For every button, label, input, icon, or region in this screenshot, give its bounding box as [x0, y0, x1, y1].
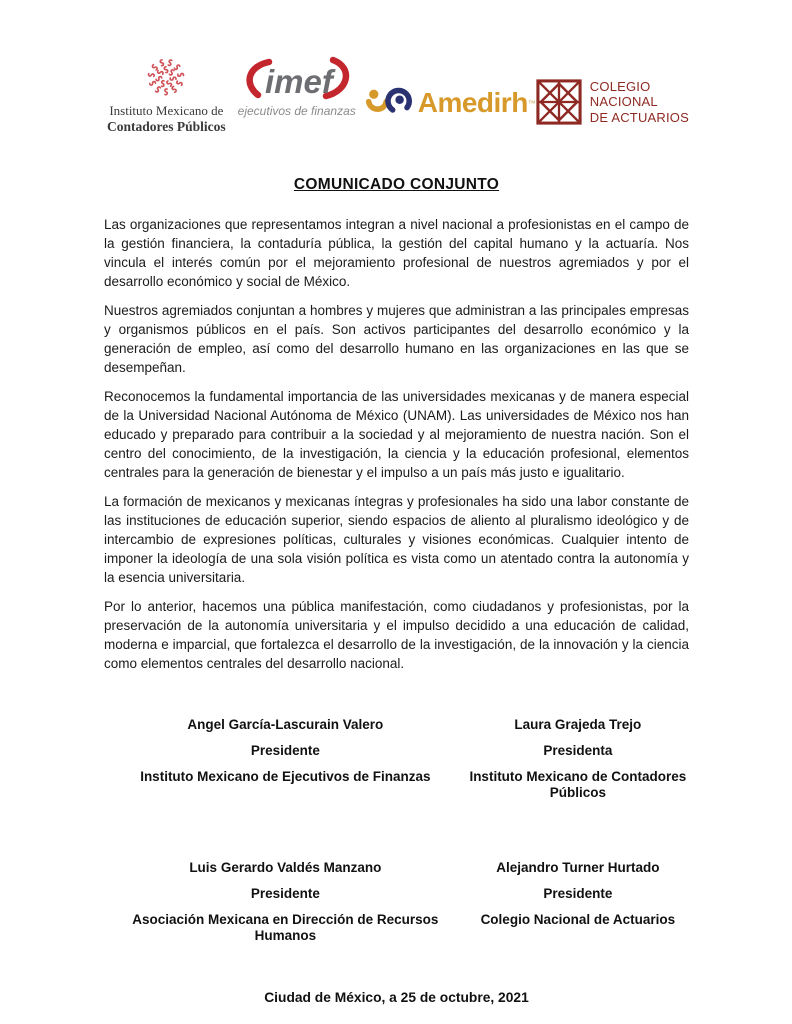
logo-cna [536, 79, 689, 125]
imcp-starburst-icon [144, 55, 188, 99]
imcp-name-line1: Instituto Mexicano de [109, 103, 224, 119]
signature-imef [104, 717, 467, 811]
amedirh-wordmark: Amedirh [417, 87, 528, 118]
paragraph-5: Por lo anterior, hacemos una pública manifestación, como ciudadanos y profesionistas, por la preservación de la autonomía universitaria y el impulso decidido a una educación de calidad, moderna e imparcial, que fortalezca el desarrollo de la investigación, de la innovación y la ciencia como elementos centrales del desarrollo nacional. [104, 599, 689, 671]
signature-imcp [467, 717, 689, 811]
signatory-org: Instituto Mexicano de Ejecutivos de Finanzas [140, 769, 431, 784]
signatory-role: Presidente [543, 886, 613, 901]
signature-amedirh [104, 860, 467, 954]
logo-amedirh [365, 85, 536, 121]
signatory-role: Presidente [250, 743, 320, 758]
signatory-role: Presidenta [543, 743, 613, 758]
amedirh-trademark: ™ [527, 98, 536, 108]
date-line: Ciudad de México, a 25 de octubre, 2021 [264, 990, 529, 1005]
signature-row-1 [104, 717, 689, 811]
amedirh-swirl-icon [365, 85, 413, 121]
signatory-org: Instituto Mexicano de Contadores Públicos [469, 769, 687, 800]
logo-imcp [104, 55, 229, 135]
imef-tagline: ejecutivos de finanzas [237, 104, 356, 118]
cna-name-line1: COLEGIO [589, 79, 651, 94]
signatory-name: Luis Gerardo Valdés Manzano [189, 860, 382, 875]
cna-mosaic-icon [536, 79, 582, 125]
signatory-org: Asociación Mexicana en Dirección de Recursos Humanos [132, 912, 439, 943]
cna-name-line2: NACIONAL [589, 94, 658, 110]
logo-imef [229, 55, 365, 118]
signatory-org: Colegio Nacional de Actuarios [480, 912, 676, 927]
svg-text:imef: imef [264, 63, 333, 100]
logos-row [104, 55, 689, 135]
document-title: COMUNICADO CONJUNTO [293, 176, 500, 193]
imcp-name-line2: Contadores Públicos [107, 119, 226, 135]
signatory-role: Presidente [250, 886, 320, 901]
paragraph-1: Las organizaciones que representamos integran a nivel nacional a profesionistas en el campo de la gestión financiera, la contaduría pública, la gestión del capital humano y la actuaría. Nos vincula el interés común por el mejoramiento profesional de nuestros agremiados y por el desarrollo económico y social de México. [104, 217, 689, 289]
paragraph-3: Reconocemos la fundamental importancia de las universidades mexicanas y de manera especial de la Universidad Nacional Autónoma de México (UNAM). Las universidades de México nos han educado y preparado para contribuir a la sociedad y al mejoramiento de nuestra nación. Son el centro del conocimiento, de la investigación, la ciencia y la educación profesional, elementos centrales para la generación de bienestar y el impulso a un país más justo e igualitario. [104, 389, 689, 480]
imef-wordmark-icon [229, 55, 365, 103]
document-body [104, 215, 689, 673]
cna-name-line3: DE ACTUARIOS [589, 109, 689, 125]
signatory-name: Alejandro Turner Hurtado [496, 860, 660, 875]
signature-cna [467, 860, 689, 954]
paragraph-2: Nuestros agremiados conjuntan a hombres y mujeres que administran a las principales empresas y organismos públicos en el país. Son activos participantes del desarrollo económico y la generación de empleo, así como del desarrollo humano en las organizaciones en las que se desempeñan. [104, 303, 689, 375]
cna-name-block [590, 79, 689, 125]
paragraph-4: La formación de mexicanos y mexicanas íntegras y profesionales ha sido una labor constante de las instituciones de educación superior, siendo espacios de aliento al pluralismo ideológico y de intercambio de expresiones políticas, culturales y visiones económicas. Cualquier intento de imponer la ideología de una sola visión política es vista como un atentado contra la autonomía y la esencia universitaria. [104, 494, 689, 585]
signature-row-2 [104, 860, 689, 954]
signatory-name: Laura Grajeda Trejo [514, 717, 642, 732]
signatory-name: Angel García-Lascurain Valero [187, 717, 384, 732]
